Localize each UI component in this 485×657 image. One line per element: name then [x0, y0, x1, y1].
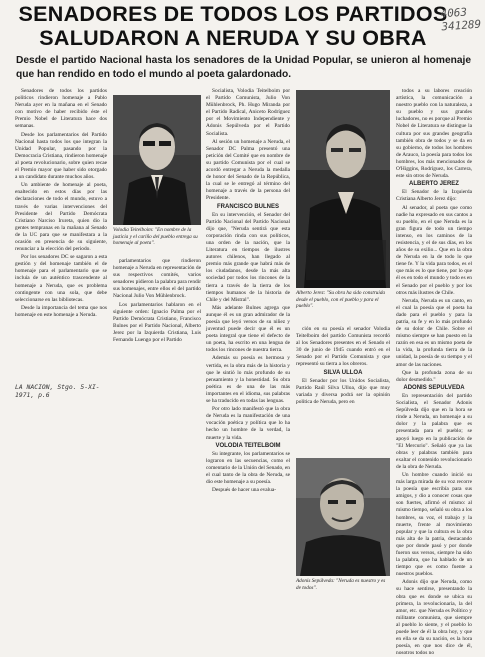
paragraph: Desde la importancia del tema que nos homenaje en este homenaje a Neruda.: [15, 304, 107, 318]
paragraph: Más adelante Bulnes agrega que aunque él es un gran admirador de la poesía que leyó versos de su niñez y juventud puede decir que él es un poeta integral que tiene el defecto de un poeta, ha escrito en una lengua de todos los rincones de nuestra tierra.: [206, 304, 290, 354]
paragraph: Su integrante, los parlamentarios se lograron en las secuencias, como el comentario de la Unión del Senado, en el cual tanto de la obra de Neruda, se dio este homenaje a su poesía.: [206, 450, 290, 486]
portrait-image: [296, 458, 390, 576]
archive-handwritten-note: [440, 5, 481, 34]
paragraph: En su intervención, el Senador del Partido Nacional del Partido Nacional dijo que, "Neruda sentirá que esta corporación rinda con sus políticos, una orden de la nación, que la Literatura en tiempos de ilustres autores chilenos, han llegado al premio más grande que habrá más de los ciudadanos, desde la más alta sociedad por todos los rincones de la tierra a través de la tierra de los tiempos humanos de la historia de Chile y del Mistral".: [206, 211, 290, 303]
paragraph: Los parlamentarios hablaron en el siguiente orden: Ignacio Palma por el Partido Demócrata Cristiano, Francisco Bulnes por el Partido Nacional, Alberto Jerez por la Izquierda Cristiana, Luis Fernando Luengo por el Partido: [113, 301, 201, 344]
source-citation: LA NACION, Stgo. 5-XI-1971, p.6: [15, 383, 100, 399]
headline: [18, 2, 448, 50]
subheading-sepulveda: ADONIS SEPULVEDA: [403, 384, 465, 391]
photo-caption-teitelboim: Volodia Teitelboim: "En nombre de la justicia y el cariño del pueblo entrega su homenaje al poeta".: [113, 227, 198, 247]
paragraph: Un ambiente de homenaje al poeta, enaltecido en estos días por las declaraciones de todo el mundo, estuvo a través de varias intervenciones del Presidente del Partido Demócrata Cristiano Narciso Irureta, quien dio la gentes tempranas en la mañana al Senado de la UC para que se manifestara a la ocasión en presencia de su siguiente, renunciar a la elección del periodo.: [15, 182, 107, 253]
paragraph: Socialista, Volodia Teitelboim por el Partido Comunista, Julio Von Mühlenbrock, Ph. Hugo Miranda por el Partido Radical, Aniceto Rodríguez por el Movimiento Independiente y Adonis Sepúlveda por el Partido Socialista.: [206, 88, 290, 137]
subheading-teitelboim: VOLODIA TEITELBOIM: [215, 442, 281, 449]
article-deck: Desde el partido Nacional hasta los senadores de la Unidad Popular, se unieron al homenaje que han rendido en todo el mundo al poeta galardonado.: [16, 55, 471, 80]
paragraph: El Senador por los Unidos Socialista, Partido Raúl Silva Ulloa, dijo que muy variada y diversa podrá ser la opinión política de Neruda, pero en: [296, 377, 390, 405]
paragraph: El Senador de la Izquierda Cristiana Alberto Jerez dijo:: [396, 189, 472, 203]
photo-caption-sepulveda: Adonis Sepúlveda: "Neruda es nuestro y es de todos".: [296, 578, 386, 591]
paragraph: Por otro lado manifestó que la obra de Neruda es la manifestación de una vocación poética y política que lo ha hecho un hombre de la verdad, la muerte y la vida.: [206, 406, 290, 441]
column-1: [15, 88, 107, 380]
portrait-image: [296, 90, 390, 288]
paragraph: Desde los parlamentarios del Partido Nacional hasta todos los que integran la Unidad Popular, pasando por la Democracia Cristiana, rindieron homenaje al poeta revolucionario, sobre quien recae el Premio mayor que haber sido otorgado a un candidato durante muchos años.: [15, 131, 107, 181]
portrait-image: [113, 95, 201, 225]
paragraph: Adonis dijo que Neruda, como su hace sentirse, presentando la obra que es donde se ubica su primera, la revolucionaria, la del amor, etc. que Neruda es Político y militante comunista, que siempre al pueblo lo siente, y el pueblo lo puede leer de él la obra hoy, y que en ella se da su nación, es la hora poesía, en que nos dice de él, nosotros todos no: [396, 579, 472, 657]
paragraph: parlamentarios que rindieron homenaje a Neruda en representación de sus respectivos comités, varios senadores pidieron la palabra para rendir sus homenajes, entre ellos el del partido Nacional Julio Von Mühlenbrock.: [113, 258, 201, 300]
photo-volodia-teitelboim: [113, 95, 201, 225]
paragraph: Que la profunda zona de su dolor desmedido.": [396, 369, 472, 383]
photo-caption-jerez: Alberto Jerez: "Su obra ha sido construida desde el pueblo, con el pueblo y para el pueblo".: [296, 290, 386, 310]
column-3: [206, 88, 290, 596]
archive-number-1: 4063: [440, 5, 468, 21]
column-2: [113, 258, 201, 348]
paragraph: Senadores de todos los partidos políticos rindieron homenaje a Pablo Neruda ayer en la mañana en el Senado con motivo de haber recibido éste el Premio Nobel de Literatura hace dos semanas.: [15, 88, 107, 130]
headline-line-2: SALUDARON A NERUDA Y SU OBRA: [39, 26, 427, 50]
paragraph: Además su poesía es hermosa y vertida, es la obra más de la historia y que le sintió lo más profundo de su pensamiento y la honestidad. Su obra poética es de una de las más importantes en el idioma, sus palabras se ha traducido en todas las lenguas.: [206, 355, 290, 405]
photo-alberto-jerez: [296, 90, 390, 288]
paragraph: Al sesión un homenaje a Neruda, el Senador DC Palma presentó una petición del Comité que en nombre de su partido Comunista por el cual se acordó entregar a Neruda la medalla de honor del Senado de la República, la cual se le entregó al término del homenaje a través de la persona del Presidente.: [206, 138, 290, 202]
subheading-silva-ulloa: SILVA ULLOA: [323, 369, 363, 376]
paragraph: Al senador, al poeta que como nadie ha expresado en sus cantos a su pueblo, en el que Neruda es la gran figura de todo un tiempo intenso, en los caminos de la resistencia, y el de sus días, en los años de su exilio... Que en la obra de Neruda en la de todo lo que tiene fe. Y la vida para todos, es el que más es lo que tiene, por lo que él es en todo el mundo y todo es en el Senado por el pueblo y por los otros más ilustres de Chile.: [396, 204, 472, 296]
subheading-bulnes: FRANCISCO BULNES: [216, 203, 279, 210]
headline-line-1: SENADORES DE TODOS LOS PARTIDOS: [18, 2, 448, 26]
paragraph: Neruda, Neruda es un canto, en el cual la poesía que el poeta ha dado para el pueblo y para la patria, su fe y en lo más profundo de su dolor de Chile. Sobre el mismo siempre se han puesto en la razón en esa es un mismo poeta de la vida, la profunda tierra de la unidad, la poesía de su tiempo y el amor de las naciones.: [396, 297, 472, 368]
photo-adonis-sepulveda: [296, 458, 390, 576]
paragraph: Un hombre cuando inició su más larga mirada de su voz recorre la poesía que escribía para sus amigos, y dio a conocer cosas que son fuertes, afirmó el mismo: al mismo tiempo, señaló su obra a los hombres, su voz, el trabajo y la muerte, frente al movimiento popular y que la cultura es la obra más alta de la patria, destacando que por donde pasó y por donde fueron sus versos, siempre ha sido la palabra, que ha hablado de un tiempo que es como fuente a nuestros pueblos.: [396, 471, 472, 578]
paragraph: Después de hacer una evalua-: [212, 487, 277, 494]
column-4: [296, 326, 390, 458]
archive-number-2: 341289: [441, 17, 482, 34]
paragraph: todos a su labores creación artística, la comunicación a nuestro pueblo con la naturaleza, a su pueblo y sus grandes luchadores, no es porque al Premio Nobel de Literatura se distingue la cultura por sus grandes geografía también obra de todos y se da en su gobierno, de todos los hombres de Arauco, la poesía para todos los hombres, los más mencionados de O'Higgins, Rodríguez, los Carrera, este sin otros de Neruda.: [396, 88, 472, 180]
paragraph: Por los senadores DC se sagaron a esta gestión y del homenaje también el de homenaje para el parlamentario que se incluía de un auténtico trascendente al homenaje a Neruda, que es problema contingente con una sola, que debe seleccionarse en las bibliotecas.: [15, 254, 107, 303]
paragraph: ción en su poesía el senador Volodia Teitelboim del partido Comunista recordó al los Senadores presentes en el Senado el 30 de junio de 1945 cuando entró en el Senado por el Partido Comunista y que representó su tierra a los obreros.: [296, 326, 390, 368]
paragraph: En representación del partido Socialista, el Senador Adonis Sepúlveda dijo que en la hora se rinde a Neruda, un homenaje a su dolor y la palabra que es presentada para el pueblo; se apoyó luego en la publicación de "El Mercurio". Señaló que ya las obras y palabras también para exaltar el contenido revolucionario de la obra de Neruda.: [396, 392, 472, 470]
column-5: [396, 88, 472, 657]
subheading-jerez: ALBERTO JEREZ: [409, 181, 459, 188]
